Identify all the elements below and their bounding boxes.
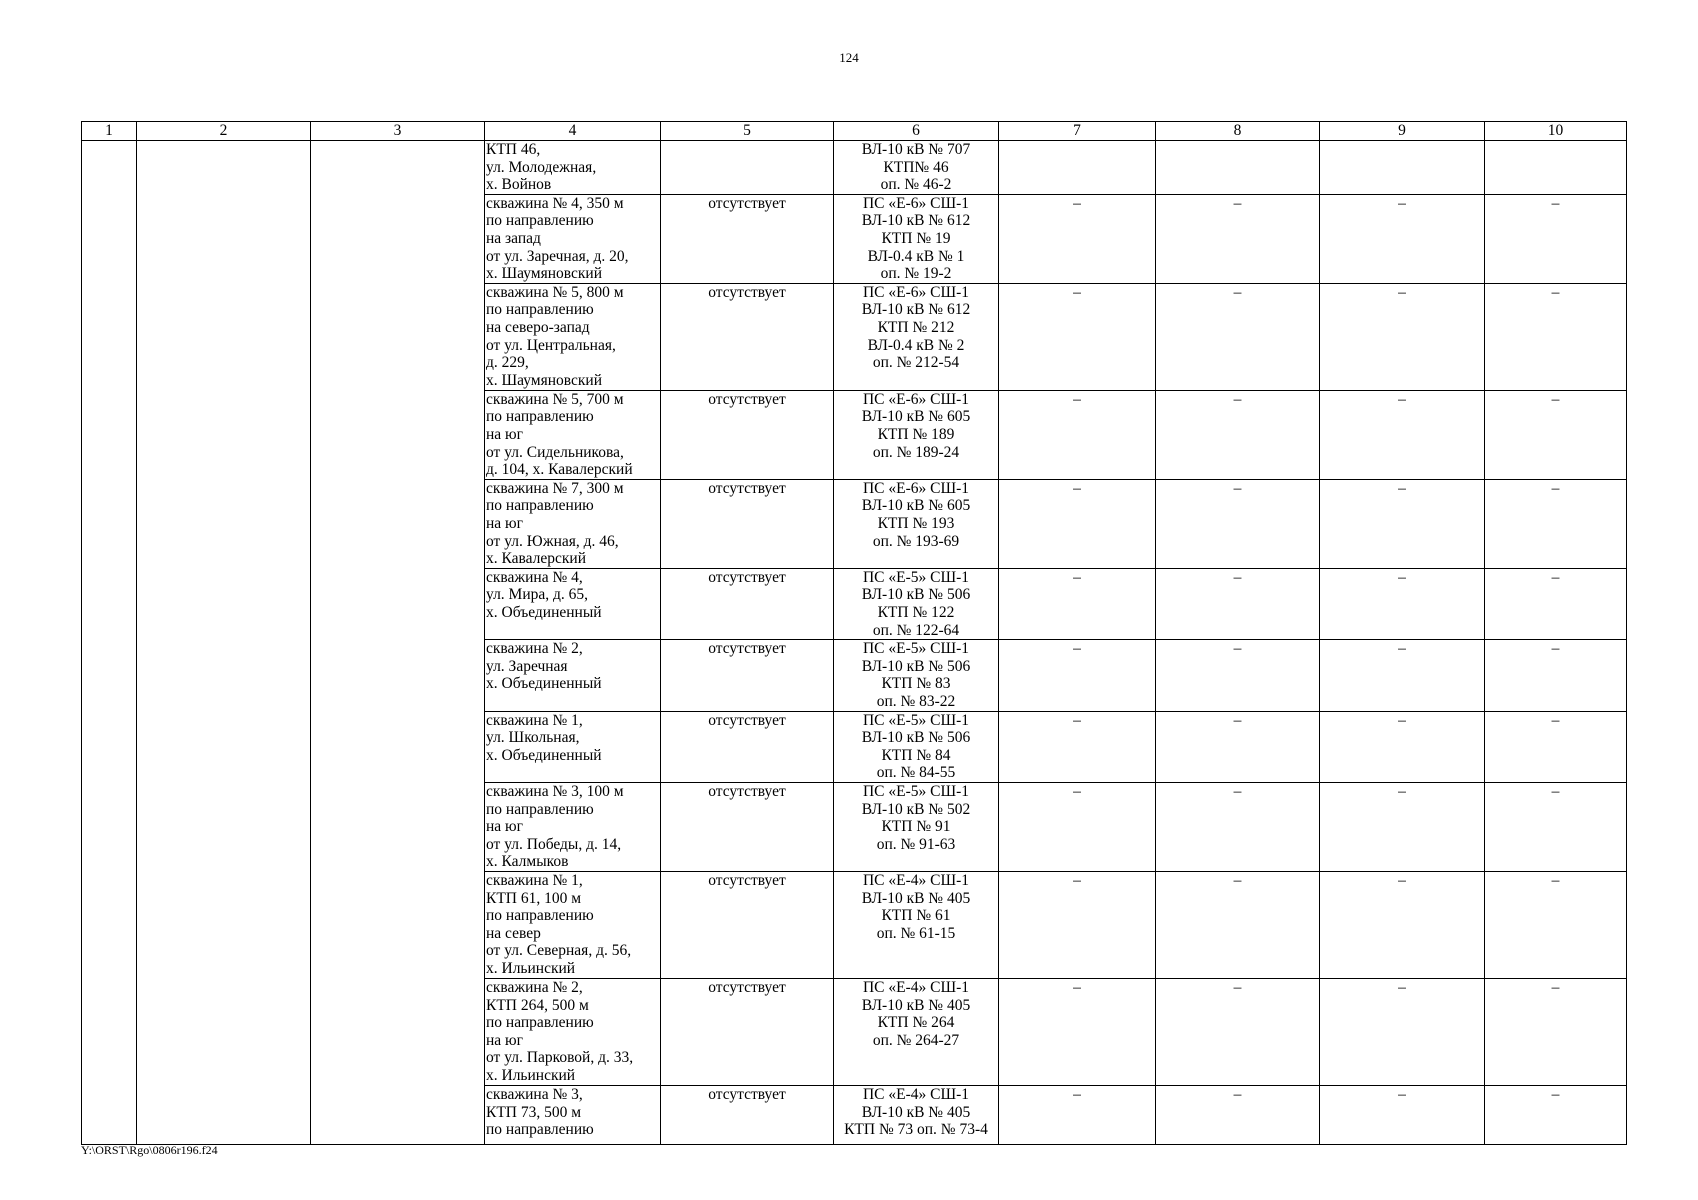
column-header-4: 4 [485, 122, 661, 141]
cell-col-9: – [1320, 194, 1485, 283]
cell-col-8 [1156, 141, 1320, 195]
cell-col-10: – [1485, 479, 1627, 568]
cell-col-8: – [1156, 283, 1320, 390]
location-cell: скважина № 1, КТП 61, 100 м по направлению на север от ул. Северная, д. 56, х. Ильинский [485, 871, 661, 978]
cell-col-10: – [1485, 283, 1627, 390]
location-cell: скважина № 1, ул. Школьная, х. Объединенный [485, 711, 661, 782]
cell-col-10: – [1485, 194, 1627, 283]
location-cell: скважина № 5, 700 м по направлению на юг от ул. Сидельникова, д. 104, х. Кавалерский [485, 390, 661, 479]
status-cell: отсутствует [661, 640, 834, 711]
cell-col-8: – [1156, 782, 1320, 871]
cell-col-7: – [999, 1085, 1156, 1144]
cell-col-10: – [1485, 640, 1627, 711]
cell-col-7: – [999, 479, 1156, 568]
cell-col-10: – [1485, 978, 1627, 1085]
cell-col-10: – [1485, 711, 1627, 782]
cell-col-8: – [1156, 194, 1320, 283]
data-table [81, 121, 1627, 1145]
power-source-cell: ПС «Е-4» СШ-1 ВЛ-10 кВ № 405 КТП № 264 оп. № 264-27 [834, 978, 999, 1085]
cell-col-9: – [1320, 283, 1485, 390]
cell-col-8: – [1156, 871, 1320, 978]
cell-col-10: – [1485, 782, 1627, 871]
cell-col-8: – [1156, 640, 1320, 711]
cell-col-10 [1485, 141, 1627, 195]
location-cell: скважина № 4, ул. Мира, д. 65, х. Объединенный [485, 568, 661, 639]
power-source-cell: ПС «Е-6» СШ-1 ВЛ-10 кВ № 612 КТП № 212 ВЛ-0.4 кВ № 2 оп. № 212-54 [834, 283, 999, 390]
cell-col-9: – [1320, 871, 1485, 978]
status-cell: отсутствует [661, 871, 834, 978]
location-cell: КТП 46, ул. Молодежная, х. Войнов [485, 141, 661, 195]
cell-col-7: – [999, 871, 1156, 978]
cell-col-7 [999, 141, 1156, 195]
cell-col-9 [1320, 141, 1485, 195]
location-cell: скважина № 3, КТП 73, 500 м по направлению [485, 1085, 661, 1144]
cell-col-10: – [1485, 871, 1627, 978]
status-cell [661, 141, 834, 195]
column-header-5: 5 [661, 122, 834, 141]
cell-col-10: – [1485, 390, 1627, 479]
cell-col-10: – [1485, 568, 1627, 639]
location-cell: скважина № 3, 100 м по направлению на юг от ул. Победы, д. 14, х. Калмыков [485, 782, 661, 871]
status-cell: отсутствует [661, 479, 834, 568]
column-header-8: 8 [1156, 122, 1320, 141]
cell-col-9: – [1320, 390, 1485, 479]
location-cell: скважина № 5, 800 м по направлению на северо-запад от ул. Центральная, д. 229, х. Шаумяновский [485, 283, 661, 390]
page-number: 124 [839, 50, 859, 65]
cell-col-9: – [1320, 711, 1485, 782]
status-cell: отсутствует [661, 568, 834, 639]
power-source-cell: ПС «Е-5» СШ-1 ВЛ-10 кВ № 506 КТП № 84 оп. № 84-55 [834, 711, 999, 782]
column-header-1: 1 [82, 122, 137, 141]
power-source-cell: ПС «Е-6» СШ-1 ВЛ-10 кВ № 605 КТП № 193 оп. № 193-69 [834, 479, 999, 568]
status-cell: отсутствует [661, 283, 834, 390]
column-header-10: 10 [1485, 122, 1627, 141]
power-source-cell: ПС «Е-5» СШ-1 ВЛ-10 кВ № 502 КТП № 91 оп. № 91-63 [834, 782, 999, 871]
cell-col-7: – [999, 568, 1156, 639]
cell-col-7: – [999, 711, 1156, 782]
power-source-cell: ПС «Е-4» СШ-1 ВЛ-10 кВ № 405 КТП № 73 оп. № 73-4 [834, 1085, 999, 1144]
power-source-cell: ВЛ-10 кВ № 707 КТП№ 46 оп. № 46-2 [834, 141, 999, 195]
power-source-cell: ПС «Е-6» СШ-1 ВЛ-10 кВ № 605 КТП № 189 оп. № 189-24 [834, 390, 999, 479]
cell-col-10: – [1485, 1085, 1627, 1144]
status-cell: отсутствует [661, 711, 834, 782]
cell-col-7: – [999, 194, 1156, 283]
column-header-6: 6 [834, 122, 999, 141]
column-header-2: 2 [137, 122, 311, 141]
status-cell: отсутствует [661, 1085, 834, 1144]
location-cell: скважина № 2, КТП 264, 500 м по направлению на юг от ул. Парковой, д. 33, х. Ильинский [485, 978, 661, 1085]
cell-col-9: – [1320, 782, 1485, 871]
cell-col-2 [137, 141, 311, 1145]
cell-col-8: – [1156, 390, 1320, 479]
cell-col-9: – [1320, 479, 1485, 568]
cell-col-7: – [999, 283, 1156, 390]
cell-col-9: – [1320, 978, 1485, 1085]
column-header-7: 7 [999, 122, 1156, 141]
column-header-9: 9 [1320, 122, 1485, 141]
cell-col-7: – [999, 782, 1156, 871]
column-header-3: 3 [311, 122, 485, 141]
header-row [82, 122, 1627, 141]
cell-col-8: – [1156, 479, 1320, 568]
cell-col-9: – [1320, 640, 1485, 711]
cell-col-9: – [1320, 1085, 1485, 1144]
location-cell: скважина № 7, 300 м по направлению на юг от ул. Южная, д. 46, х. Кавалерский [485, 479, 661, 568]
cell-col-7: – [999, 978, 1156, 1085]
cell-col-8: – [1156, 711, 1320, 782]
location-cell: скважина № 4, 350 м по направлению на запад от ул. Заречная, д. 20, х. Шаумяновский [485, 194, 661, 283]
cell-col-7: – [999, 390, 1156, 479]
table-row [82, 141, 1627, 195]
power-source-cell: ПС «Е-6» СШ-1 ВЛ-10 кВ № 612 КТП № 19 ВЛ-0.4 кВ № 1 оп. № 19-2 [834, 194, 999, 283]
cell-col-8: – [1156, 1085, 1320, 1144]
status-cell: отсутствует [661, 390, 834, 479]
status-cell: отсутствует [661, 194, 834, 283]
cell-col-7: – [999, 640, 1156, 711]
power-source-cell: ПС «Е-5» СШ-1 ВЛ-10 кВ № 506 КТП № 122 оп. № 122-64 [834, 568, 999, 639]
cell-col-8: – [1156, 978, 1320, 1085]
status-cell: отсутствует [661, 978, 834, 1085]
location-cell: скважина № 2, ул. Заречная х. Объединенный [485, 640, 661, 711]
cell-col-3 [311, 141, 485, 1145]
power-source-cell: ПС «Е-4» СШ-1 ВЛ-10 кВ № 405 КТП № 61 оп. № 61-15 [834, 871, 999, 978]
status-cell: отсутствует [661, 782, 834, 871]
footer-file-path: Y:\ORST\Rgo\0806r196.f24 [81, 1143, 218, 1157]
cell-col-1 [82, 141, 137, 1145]
cell-col-8: – [1156, 568, 1320, 639]
power-source-cell: ПС «Е-5» СШ-1 ВЛ-10 кВ № 506 КТП № 83 оп. № 83-22 [834, 640, 999, 711]
cell-col-9: – [1320, 568, 1485, 639]
